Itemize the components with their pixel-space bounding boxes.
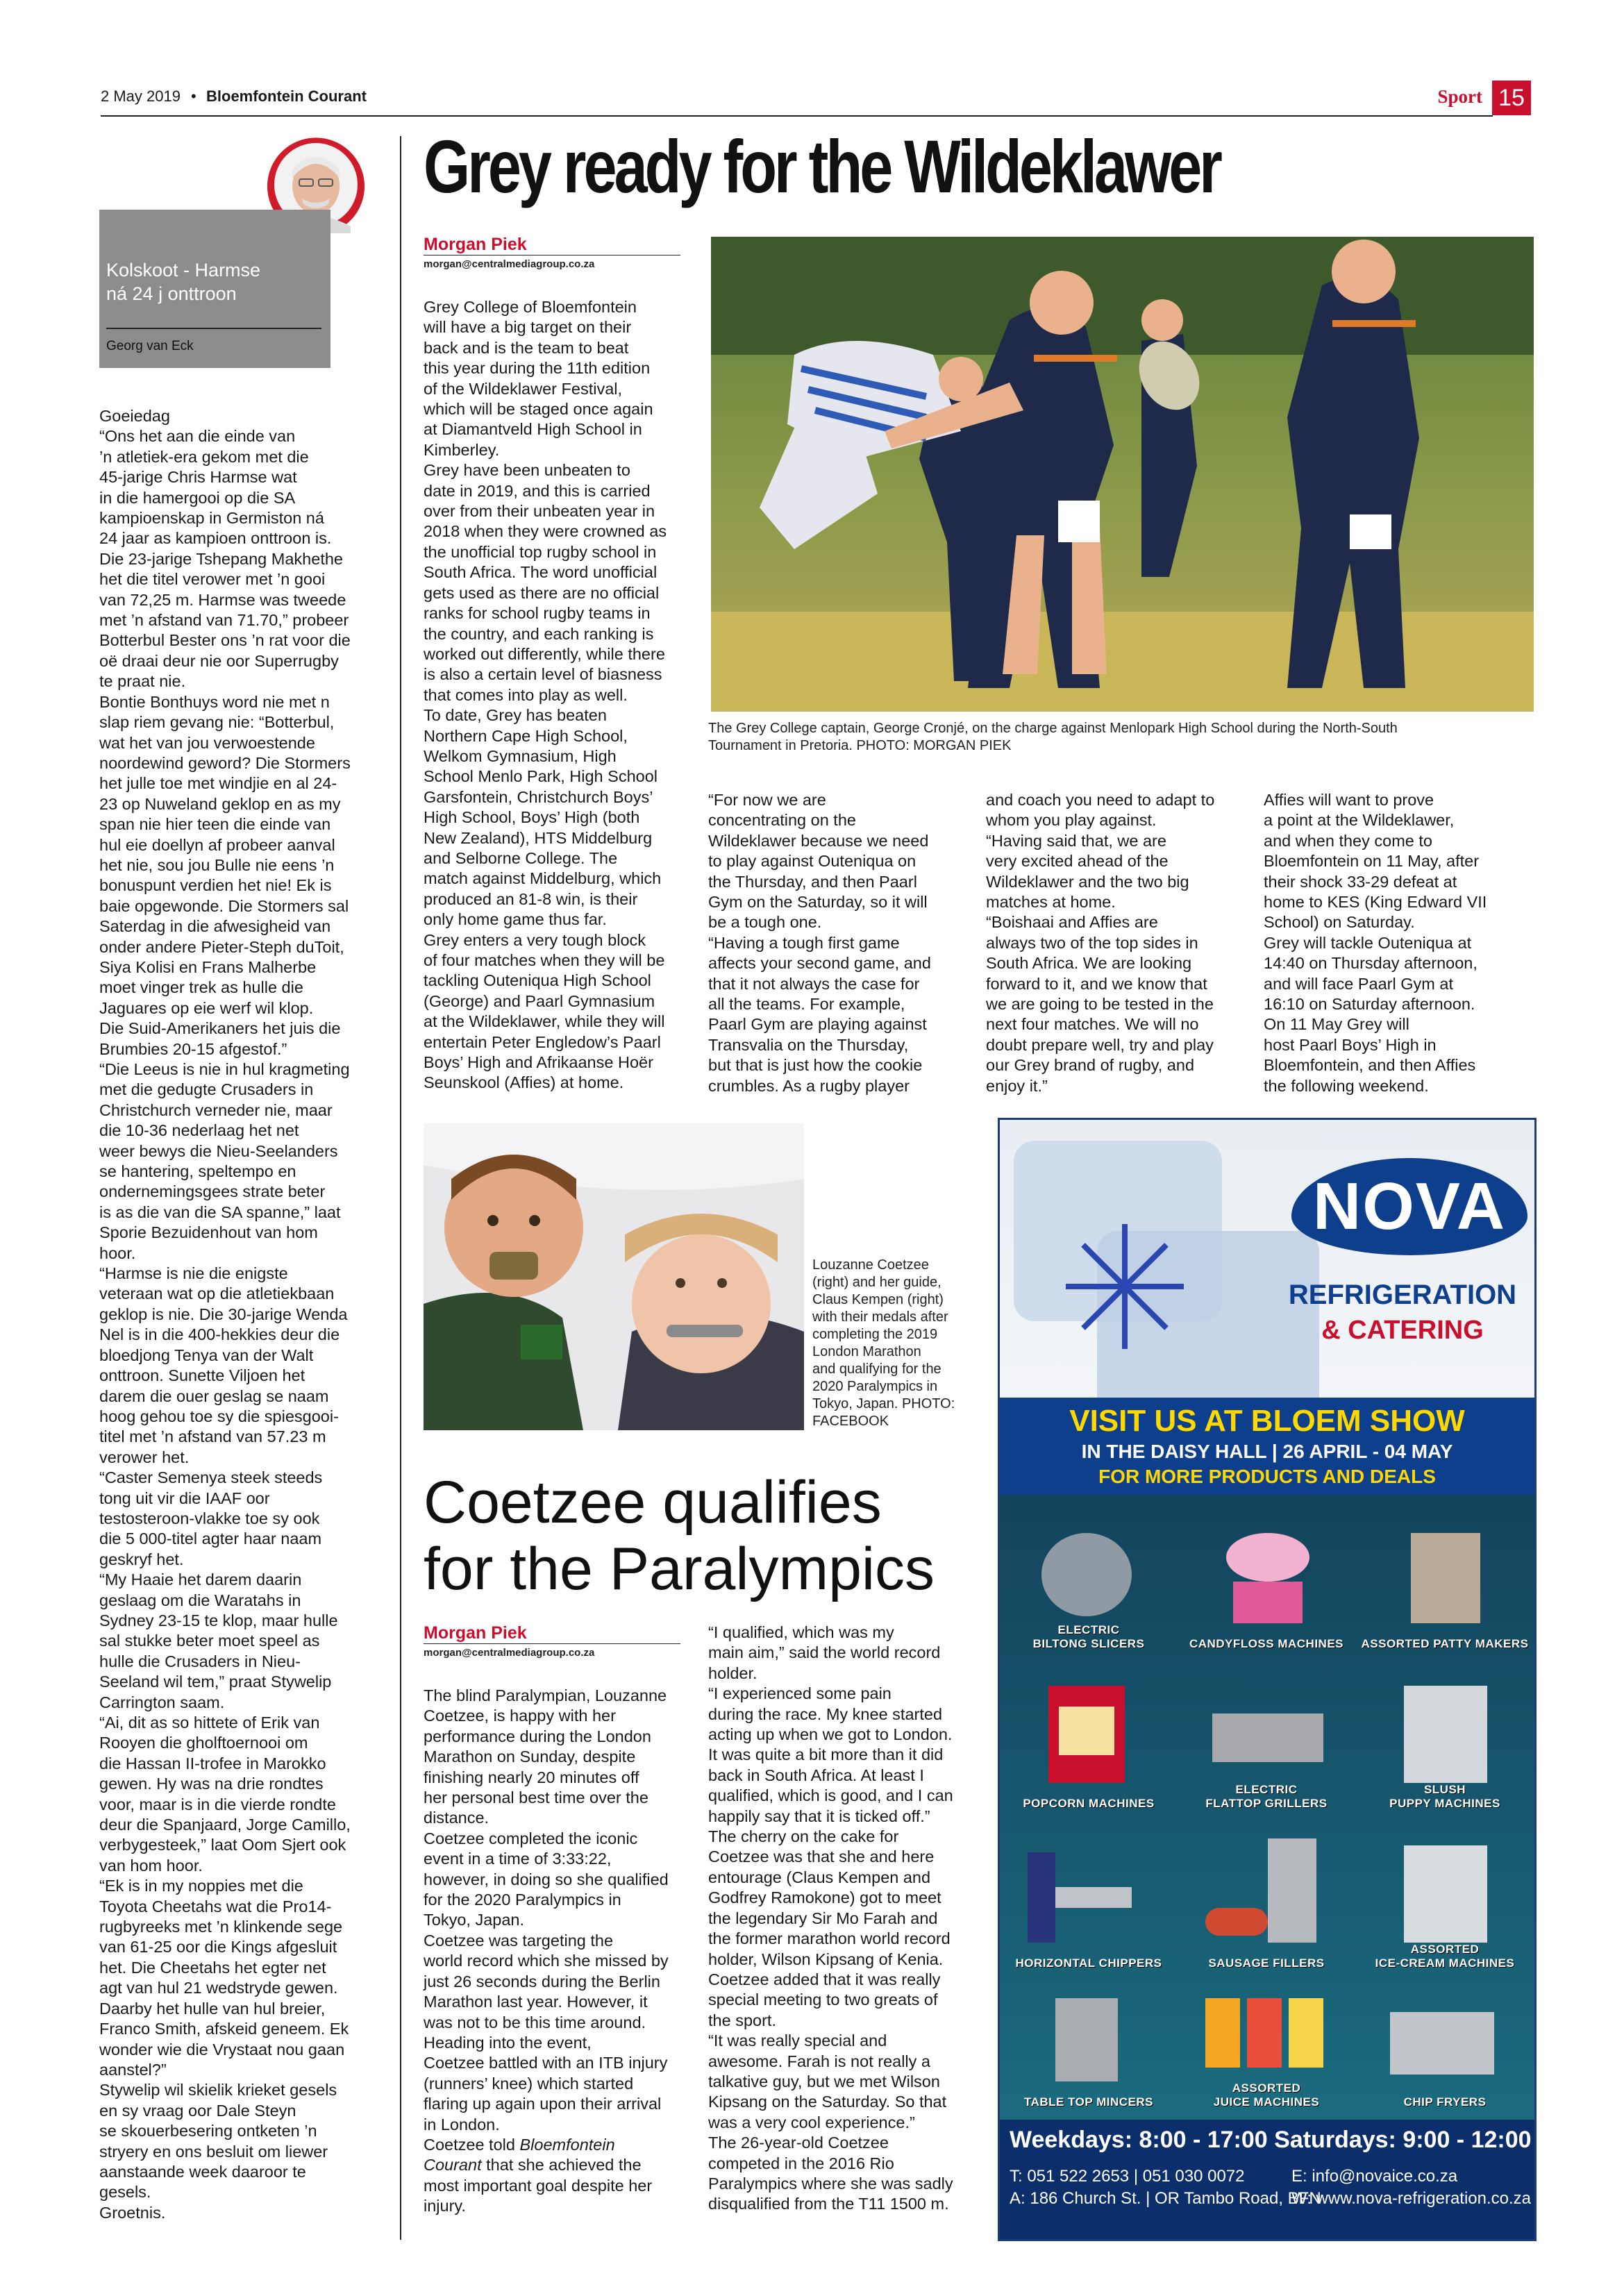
- header-rule: [101, 115, 1493, 117]
- ad-footer: [1000, 2120, 1534, 2241]
- product-9: ASSORTED ICE-CREAM MACHINES: [1355, 1825, 1534, 1984]
- ad-banner-line1: VISIT US AT BLOEM SHOW: [1069, 1404, 1465, 1438]
- product-2: CANDYFLOSS MACHINES: [1178, 1505, 1355, 1665]
- column-author: Georg van Eck: [106, 339, 194, 353]
- header-paper: Bloemfontein Courant: [206, 87, 367, 105]
- story2-col1-part2: that she achieved the most important goal despite her injury.: [424, 2156, 653, 2215]
- page-number: 15: [1492, 81, 1531, 115]
- story2-email: morgan@centralmediagroup.co.za: [424, 1647, 595, 1659]
- product-grid: [1000, 1505, 1534, 2116]
- ad-sub1: REFRIGERATION: [1288, 1280, 1517, 1310]
- story2-byline: Morgan Piek: [424, 1623, 527, 1643]
- ad-hours: Weekdays: 8:00 - 17:00 Saturdays: 9:00 - 12:00: [1010, 2127, 1532, 2153]
- story2-headline-line2: for the Paralympics: [424, 1536, 935, 1602]
- ad-banner-line3: FOR MORE PRODUCTS AND DEALS: [1098, 1466, 1436, 1487]
- ad-address: A: 186 Church St. | OR Tambo Road, BFN: [1010, 2189, 1321, 2208]
- story1-byline: Morgan Piek: [424, 235, 527, 254]
- story2-col2: “I qualified, which was my main aim,” said the world record holder. “I experienced some pain during the race. My knee started acting up when we got to London. It was quite a bit more than it did back in South Africa. At least I qualified, which is good, and I can happily say that it is ticked off.” The cherry on the cake for Coetzee was that she and here entourage (Claus Kempen and Godfrey Ramokone) got to meet the legendary Sir Mo Farah and the former marathon world record holder, Wilson Kipsang of Kenia. Coetzee added that it was really special meeting to two greats of the sport. “It was really special and awesome. Farah is not really a talkative guy, but we met Wilson Kipsang on the Saturday. So that was a very cool experience.” The 26-year-old Coetzee competed in the 2016 Rio Paralympics where she was sadly disqualified from the T11 1500 m.: [708, 1623, 953, 2213]
- story1-col4: Affies will want to prove a point at the Wildeklawer, and when they come to Bloemfontein on 11 May, after their shock 33-29 defeat at home to KES (King Edward VII School) on Saturday. Grey will tackle Outeniqua at 14:40 on Thursday afternoon, and will face Paarl Gym at 16:10 on Saturday afternoon. On 11 May Grey will host Paarl Boys’ High in Bloemfontein, and then Affies the following weekend.: [1264, 791, 1487, 1095]
- column-text: Goeiedag “Ons het aan die einde van ’n atletiek-era gekom met die 45-jarige Chris Harmse wat in die hamergooi op die SA kampioenskap in Germiston ná 24 jaar as kampioen onttroon is. Die 23-jarige Tshepang Makhethe het die titel verower met ’n gooi van 72,25 m. Harmse was tweede met ’n afstand van 71.70,” probeer Botterbul Bester ons ’n rat voor die oë draai deur nie oor Superrugby te praat nie. Bontie Bonthuys word nie met n slap riem gevang nie: “Botterbul, wat het van jou verwoestende noordewind geword? Die Stormers het julle toe met windjie en al 24- 23 op Nuweland geklop en as my span nie hier teen die einde van hul eie doellyn af probeer aanval het nie, sou jou Bulle nie eens ’n bonuspunt verdien het nie! Ek is baie opgewonde. Die Stormers sal Saterdag in die afwesigheid van onder andere Pieter-Steph duToit, Siya Kolisi en Frans Malherbe moet vinger trek as hulle die Jaguares op eie werf wil klop. Die Suid-Amerikaners het juis die Brumbies 20-15 afgestof.” “Die Leeus is nie in hul kragmeting met die gedugte Crusaders in Christchurch verneder nie, maar die 10-36 nederlaag het net weer bewys die Nieu-Seelanders se hantering, speltempo en ondernemingsgees strate beter is as die van die SA spanne,” laat Sporie Bezuidenhout van hom hoor. “Harmse is nie die enigste veteraan wat op die atletiekbaan geklop is nie. Die 30-jarige Wenda Nel is in die 400-hekkies deur die bloedjong Tenya van der Walt onttroon. Sunette Viljoen het darem die ouer geslag se naam hoog gehou toe sy die spiesgooi- titel met ’n afstand van 57.23 m verower het. “Caster Semenya steek steeds tong uit vir die IAAF oor testosteroon-vlakke toe sy ook die 5 000-titel agter haar naam geskryf het. “My Haaie het darem daarin geslaag om die Waratahs in Sydney 23-15 te klop, maar hulle sal stukke beter moet speel as hulle die Crusaders in Nieu- Seeland wil tem,” praat Stywelip Carrington saam. “Ai, dit as so hittete of Erik van Rooyen die gholftoernooi om die Hassan II-trofee in Marokko gewen. Hy was na drie rondtes voor, maar is in die vierde rondte deur die Spanjaard, Jorge Camillo, verbygesteek,” laat Oom Sjert ook van hom hoor. “Ek is in my noppies met die Toyota Cheetahs wat die Pro14- rugbyreeks met ’n klinkende sege van 61-25 oor die Kings afgesluit het. Die Cheetahs het egter net agt van hul 21 wedstryde gewen. Daarby het hulle van hul breier, Franco Smith, afskeid geneem. Ek wonder wie die Vrystaat nou gaan aanstel?” Stywelip wil skielik krieket gesels en sy vraag oor Dale Steyn se skouerbesering ontketen ’n stryery en ons besluit om liewer aanstaande week daaroor te gesels. Groetnis.: [99, 407, 351, 2222]
- product-7: HORIZONTAL CHIPPERS: [1000, 1825, 1178, 1984]
- ad-web: W: www.nova-refrigeration.co.za: [1291, 2189, 1532, 2208]
- rugby-photo: [711, 237, 1534, 712]
- ad-banner: [1000, 1398, 1534, 1495]
- ad-tel: T: 051 522 2653 | 051 030 0072: [1010, 2167, 1245, 2186]
- column-title-line2: ná 24 j onttroon: [106, 283, 237, 304]
- product-5: ELECTRIC FLATTOP GRILLERS: [1178, 1665, 1355, 1825]
- column-title-box: [99, 210, 330, 368]
- column-title-rule: [106, 328, 321, 329]
- header-bullet: •: [191, 87, 196, 105]
- story2-headline-line1: Coetzee qualifies: [424, 1469, 882, 1536]
- product-6: SLUSH PUPPY MACHINES: [1355, 1665, 1534, 1825]
- ad-banner-line2: IN THE DAISY HALL | 26 APRIL - 04 MAY: [1081, 1441, 1453, 1462]
- story2-caption: Louzanne Coetzee (right) and her guide, Claus Kempen (right) with their medals after completing the 2019 London Marathon and qualifying for the 2020 Paralympics in Tokyo, Japan. PHOTO: FACEBOOK: [812, 1257, 955, 1429]
- product-1: ELECTRIC BILTONG SLICERS: [1000, 1505, 1178, 1665]
- story1-col2: “For now we are concentrating on the Wildeklawer because we need to play against Outeniqua on the Thursday, and then Paarl Gym on the Saturday, so it will be a tough one. “Having a tough first game affects your second game, and that it not always the case for all the teams. For example, Paarl Gym are playing against Transvalia on the Thursday, but that is just how the cookie crumbles. As a rugby player: [708, 791, 931, 1095]
- product-8: SAUSAGE FILLERS: [1178, 1825, 1355, 1984]
- story2-col1-italic: Bloemfontein Courant: [424, 2135, 615, 2175]
- product-3: ASSORTED PATTY MAKERS: [1355, 1505, 1534, 1665]
- product-11: ASSORTED JUICE MACHINES: [1178, 1984, 1355, 2116]
- nova-ad: [998, 1118, 1537, 2241]
- header-section: Sport: [1437, 86, 1482, 107]
- header-date: 2 May 2019: [101, 87, 181, 105]
- ad-brand: NOVA: [1291, 1158, 1527, 1255]
- story1-headline: Grey ready for the Wildeklawer: [424, 124, 1220, 208]
- ad-sub2: & CATERING: [1321, 1316, 1484, 1345]
- marathon-photo: [424, 1123, 804, 1430]
- story2-col1: [424, 1686, 687, 2217]
- column-title-line1: Kolskoot - Harmse: [106, 260, 261, 280]
- page-header: [101, 83, 1531, 115]
- story1-col3: and coach you need to adapt to whom you play against. “Having said that, we are very excited ahead of the Wildeklawer and the two big matches at home. “Boishaai and Affies are always two of the top sides in South Africa. We are looking forward to it, and we know that we are going to be tested in the next four matches. We will no doubt prepare well, try and play our Grey brand of rugby, and enjoy it.”: [986, 791, 1215, 1095]
- product-12: CHIP FRYERS: [1355, 1984, 1534, 2116]
- product-4: POPCORN MACHINES: [1000, 1665, 1178, 1825]
- story2-col1-part1: The blind Paralympian, Louzanne Coetzee, is happy with her performance during the London Marathon on Sunday, despite finishing nearly 20 minutes off her personal best time over the distance. Coetzee completed the iconic event in a time of 3:33:22, however, in doing so she qualified for the 2020 Paralympics in Tokyo, Japan. Coetzee was targeting the world record which she missed by just 26 seconds during the Berlin Marathon last year. However, it was not to be this time around. Heading into the event, Coetzee battled with an ITB injury (runners’ knee) which started flaring up again upon their arrival in London. Coetzee told: [424, 1686, 669, 2154]
- story2-byline-rule: [424, 1643, 680, 1644]
- story1-email: morgan@centralmediagroup.co.za: [424, 258, 595, 270]
- product-10: TABLE TOP MINCERS: [1000, 1984, 1178, 2116]
- story1-col1: Grey College of Bloemfontein will have a big target on their back and is the team to beat this year during the 11th edition of the Wildeklawer Festival, which will be staged once again at Diamantveld High School in Kimberley. Grey have been unbeaten to date in 2019, and this is carried over from their unbeaten year in 2018 when they were crowned as the unofficial top rugby school in South Africa. The word unofficial gets used as there are no official ranks for school rugby teams in the country, and each ranking is worked out differently, while there is also a certain level of biasness that comes into play as well. To date, Grey has beaten Northern Cape High School, Welkom Gymnasium, High School Menlo Park, High School Garsfontein, Christchurch Boys’ High School, Boys’ High (both New Zealand), HTS Middelburg and Selborne College. The match against Middelburg, which produced an 81-8 win, is their only home game thus far. Grey enters a very tough block of four matches when they will be tackling Outeniqua High School (George) and Paarl Gymnasium at the Wildeklawer, while they will entertain Peter Engledow’s Paarl Boys’ High and Afrikaanse Hoër Seunskool (Affies) at home.: [424, 298, 667, 1092]
- column-divider: [400, 136, 401, 2240]
- story1-caption: The Grey College captain, George Cronjé, on the charge against Menlopark High School during the North-South Tournament in Pretoria. PHOTO: MORGAN PIEK: [708, 721, 1398, 753]
- ad-email: E: info@novaice.co.za: [1291, 2167, 1458, 2186]
